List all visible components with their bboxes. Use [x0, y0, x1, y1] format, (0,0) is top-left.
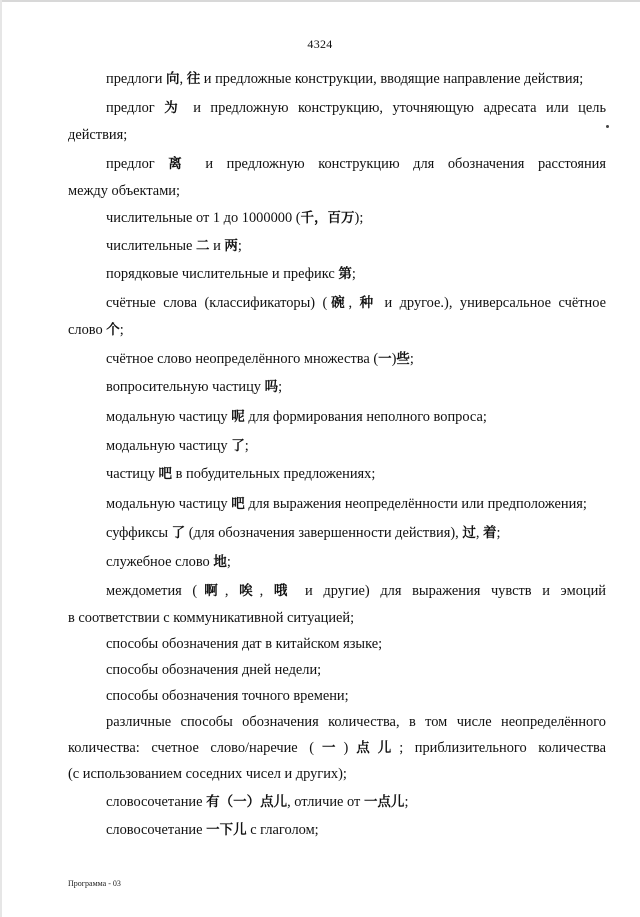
text-line: суффиксы 了 (для обозначения завершенности действия), 过, 着;: [106, 525, 501, 541]
text-line: частицу 吧 в побудительных предложениях;: [106, 466, 376, 482]
text-line: предлоги 向, 往 и предложные конструкции, вводящие направление действия;: [106, 71, 584, 87]
text-line: различные способы обозначения количества, в том числе неопределённого: [106, 714, 606, 730]
text-line: между объектами;: [68, 183, 180, 199]
text-line: порядковые числительные и префикс 第;: [106, 266, 356, 282]
text-line: способы обозначения точного времени;: [106, 688, 349, 704]
scan-edge-left: [0, 0, 2, 917]
text-line: числительные 二 и 两;: [106, 238, 242, 254]
page-number: 4324: [307, 37, 333, 51]
scan-edge-top: [0, 0, 640, 2]
scan-speck: [606, 125, 609, 128]
text-line: словосочетание 有（一）点儿, отличие от 一点儿;: [106, 794, 409, 810]
text-line: действия;: [68, 127, 128, 143]
text-line: междометия (啊, 唉, 哦 и другие) для выражения чувств и эмоций: [106, 583, 607, 599]
text-line: словосочетание 一下儿 с глаголом;: [106, 822, 319, 838]
text-line: модальную частицу 吧 для выражения неопределённости или предположения;: [106, 496, 587, 512]
text-line: (с использованием соседних чисел и других);: [68, 766, 347, 782]
text-line: числительные от 1 до 1000000 (千，百万);: [106, 210, 364, 226]
text-line: количества: счетное слово/наречие (一)点儿; приблизительного количества: [68, 740, 606, 756]
text-line: предлог 为 и предложную конструкцию, уточняющую адресата или цель: [106, 100, 607, 116]
text-line: в соответствии с коммуникативной ситуацией;: [68, 610, 355, 626]
text-line: счётные слова (классификаторы) (碗, 种 и другое.), универсальное счётное: [106, 295, 606, 311]
text-line: модальную частицу 呢 для формирования неполного вопроса;: [106, 409, 487, 425]
text-line: счётное слово неопределённого множества (一)些;: [106, 351, 414, 367]
text-line: модальную частицу 了;: [106, 438, 249, 454]
text-line: способы обозначения дат в китайском языке;: [106, 636, 383, 652]
text-line: служебное слово 地;: [106, 554, 231, 570]
text-line: вопросительную частицу 吗;: [106, 379, 283, 395]
text-line: предлог 离 и предложную конструкцию для обозначения расстояния: [106, 156, 606, 172]
text-line: слово 个;: [68, 322, 124, 338]
footer-label: Программа - 03: [68, 879, 121, 888]
text-line: способы обозначения дней недели;: [106, 662, 322, 678]
